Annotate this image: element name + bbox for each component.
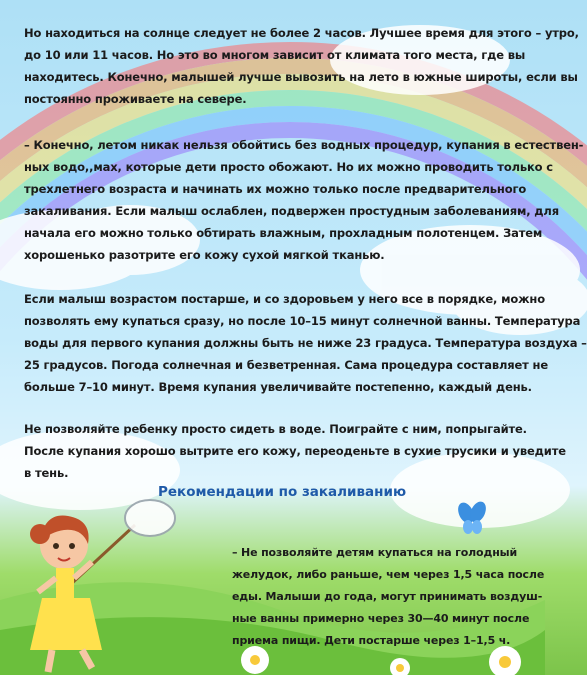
paragraph-recommendations: – Не позволяйте детям купаться на голодный желудок, либо раньше, чем через 1,5 часа после еды. Малыши до года, могут принимать воздуш- ные ванны примерно через 30—40 минут после приема пищи. Дети постарше через 1–1,5 ч.	[232, 546, 545, 647]
paragraph-play: Не позволяйте ребенку просто сидеть в воде. Поиграйте с ним, попрыгайте. После купания хорошо вытрите его кожу, переоденьте в сухие трусики и уведите в тень.	[24, 422, 566, 480]
paragraph-sun-time: Но находиться на солнце следует не более 2 часов. Лучшее время для этого – утро, до 10 или 11 часов. Но это во многом зависит от климата того места, где вы находитесь. Конечно, малышей лучше вывозить на лето в южные широты, если вы постоянно проживаете на севере.	[24, 26, 579, 106]
girl-with-net-illustration	[0, 490, 190, 675]
paragraph-water-procedures: – Конечно, летом никак нельзя обойтись без водных процедур, купания в естествен- ных водо,,мах, которые дети просто обожают. Но их можно проводить только с трехлетнего возраста и начинать их можно только после предварительного закаливания. Если малыш ослаблен, подвержен простудным заболеваниям, для начала его можно только обтирать влажным, прохладным полотенцем. Затем хорошенько разотрите его кожу сухой мягкой тканью.	[24, 138, 584, 262]
section-title: Рекомендации по закаливанию	[158, 484, 407, 500]
paragraph-bathing: Если малыш возрастом постарше, и со здоровьем у него все в порядке, можно позволять ему купаться сразу, но после 10–15 минут солнечной ванны. Температура воды для первого купания должны быть не ниже 23 градуса. Температура воздуха – 25 градусов. Погода солнечная и безветренная. Сама процедура составляет не больше 7–10 минут. Время купания увеличивайте постепенно, каждый день.	[24, 292, 587, 394]
